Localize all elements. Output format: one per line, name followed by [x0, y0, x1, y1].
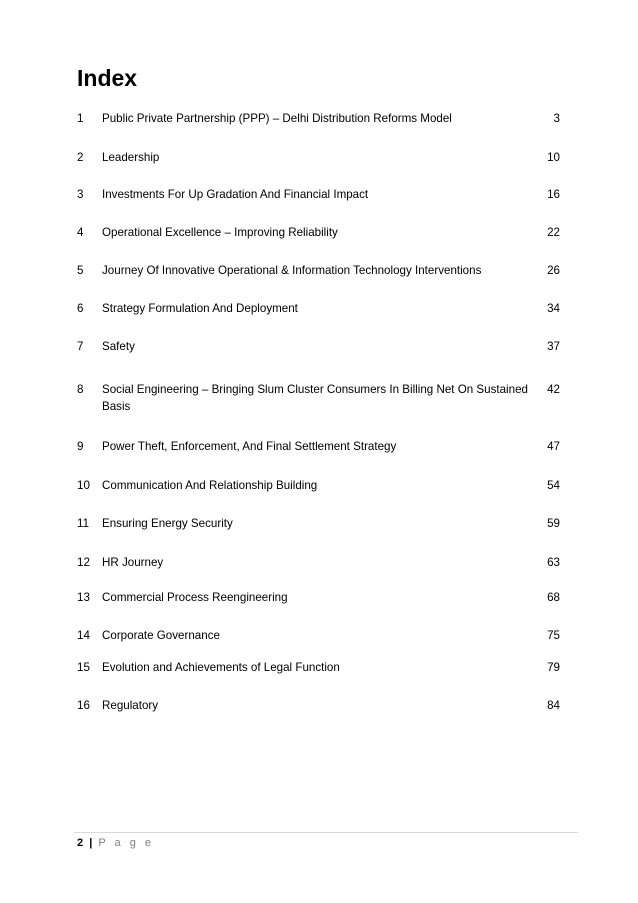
toc-entry-title: Communication And Relationship Building — [102, 479, 318, 492]
toc-entry-number: 10 — [77, 479, 90, 492]
toc-entry-page: 10 — [547, 151, 560, 164]
toc-entry-number: 14 — [77, 629, 90, 642]
toc-entry-number: 2 — [77, 151, 84, 164]
toc-entry-number: 5 — [77, 264, 84, 277]
toc-entry-page: 42 — [547, 383, 560, 396]
toc-entry-page: 75 — [547, 629, 560, 642]
toc-entry-number: 7 — [77, 340, 84, 353]
toc-entry-page: 63 — [547, 556, 560, 569]
toc-entry-number: 4 — [77, 226, 84, 239]
toc-entry-number: 15 — [77, 661, 90, 674]
toc-entry-title: Corporate Governance — [102, 629, 220, 642]
footer-divider — [74, 832, 578, 833]
toc-entry-title: Social Engineering – Bringing Slum Cluster Consumers In Billing Net On Sustained Basis — [102, 383, 528, 413]
toc-entry-page: 22 — [547, 226, 560, 239]
toc-entry-number: 1 — [77, 112, 84, 125]
toc-entry-title: Leadership — [102, 151, 160, 164]
toc-entry-number: 12 — [77, 556, 90, 569]
toc-entry-title: Public Private Partnership (PPP) – Delhi Distribution Reforms Model — [102, 112, 452, 125]
toc-entry-title: Commercial Process Reengineering — [102, 591, 288, 604]
toc-entry-page: 84 — [547, 699, 560, 712]
footer-separator: | — [89, 837, 93, 849]
page-footer — [77, 836, 154, 850]
toc-entry-page: 68 — [547, 591, 560, 604]
toc-entry-number: 6 — [77, 302, 84, 315]
toc-entry-title: Regulatory — [102, 699, 159, 712]
toc-entry-title: Power Theft, Enforcement, And Final Settlement Strategy — [102, 440, 397, 453]
toc-entry-page: 37 — [547, 340, 560, 353]
toc-entry-title: Journey Of Innovative Operational & Information Technology Interventions — [102, 264, 482, 277]
toc-entry-title: HR Journey — [102, 556, 164, 569]
toc-entry-page: 47 — [547, 440, 560, 453]
toc-entry-title: Evolution and Achievements of Legal Function — [102, 661, 340, 674]
toc-entry-page: 34 — [547, 302, 560, 315]
toc-entry-title: Safety — [102, 340, 135, 353]
toc-entry-title: Investments For Up Gradation And Financial Impact — [102, 188, 369, 201]
toc-entry-number: 8 — [77, 383, 84, 396]
toc-entry-number: 16 — [77, 699, 90, 712]
toc-entry-number: 11 — [77, 517, 90, 530]
footer-page-label: P a g e — [98, 837, 154, 849]
toc-entry-page: 3 — [553, 112, 560, 125]
toc-entry-number: 9 — [77, 440, 84, 453]
toc-entry-page: 26 — [547, 264, 560, 277]
toc-entry-title: Operational Excellence – Improving Reliability — [102, 226, 338, 239]
toc-entry-title: Ensuring Energy Security — [102, 517, 233, 530]
toc-entry-page: 59 — [547, 517, 560, 530]
toc-entry-number: 13 — [77, 591, 90, 604]
toc-entry-page: 79 — [547, 661, 560, 674]
page-title: Index — [77, 65, 138, 91]
toc-entry-number: 3 — [77, 188, 84, 201]
footer-page-number: 2 — [77, 837, 84, 849]
toc-entry-page: 16 — [547, 188, 560, 201]
toc-entry-page: 54 — [547, 479, 560, 492]
toc-entry-title: Strategy Formulation And Deployment — [102, 302, 298, 315]
